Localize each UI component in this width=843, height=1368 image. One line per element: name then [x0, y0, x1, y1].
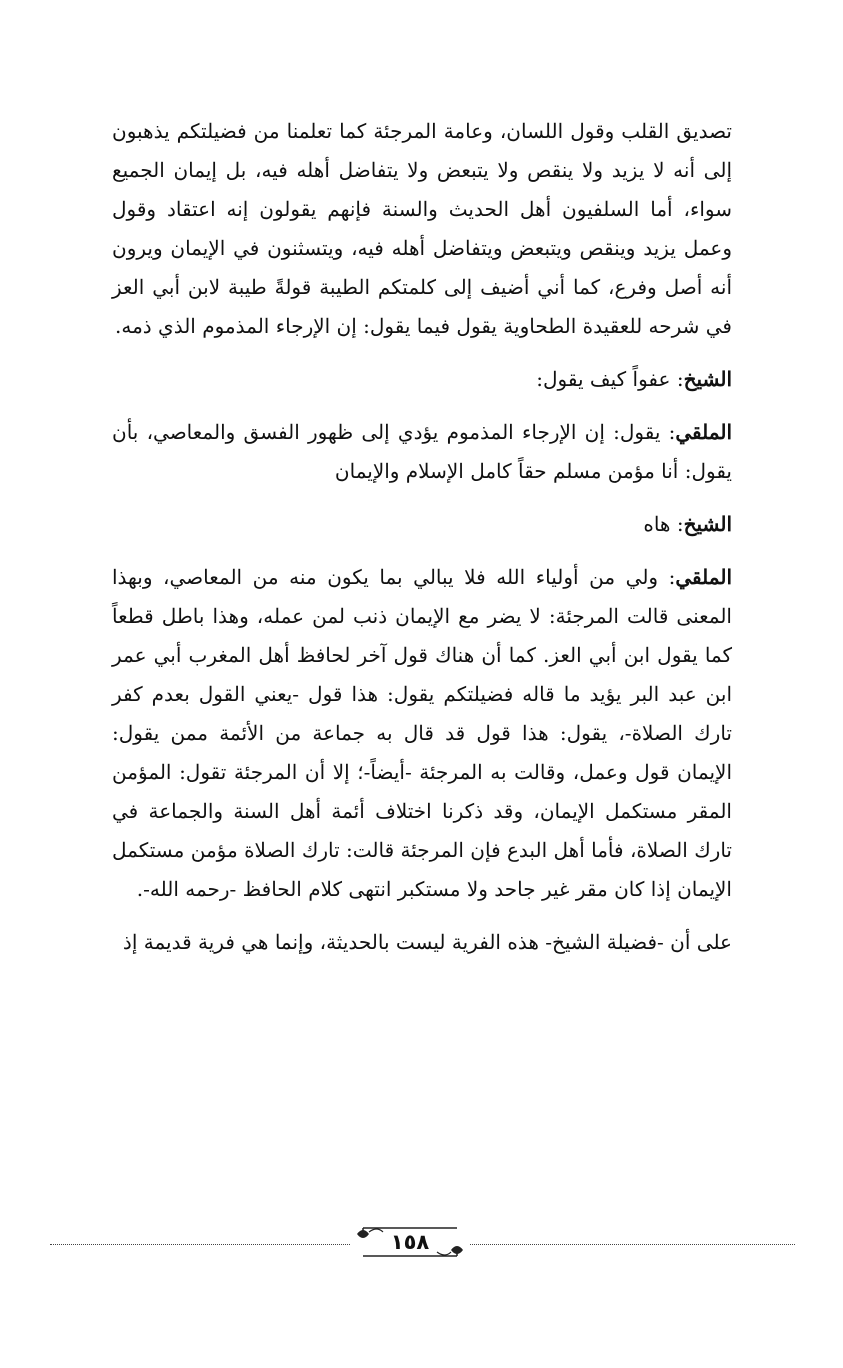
- page-number: ١٥٨: [390, 1230, 430, 1254]
- paragraph-2: [112, 360, 732, 399]
- paragraph-5: [112, 558, 732, 909]
- speaker-label: الملقي: [675, 420, 732, 444]
- paragraph-1: [112, 112, 732, 346]
- paragraph-6: [112, 923, 732, 962]
- paragraph-text: : يقول: إن الإرجاء المذموم يؤدي إلى ظهور الفسق والمعاصي، بأن يقول: أنا مؤمن مسلم حقاً كامل الإسلام والإيمان: [112, 420, 732, 483]
- paragraph-4: [112, 505, 732, 544]
- paragraph-text: تصديق القلب وقول اللسان، وعامة المرجئة كما تعلمنا من فضيلتكم يذهبون إلى أنه لا يزيد ولا ينقص ولا يتبعض ولا يتفاضل أهله فيه، بل إيمان الجميع سواء، أما السلفيون أهل الحديث والسنة فإنهم يقولون إنه اعتقاد وقول وعمل يزيد وينقص ويتبعض ويتفاضل أهله فيه، ويتسثنون في الإيمان ويرون أنه أصل وفرع، كما أني أضيف إلى كلمتكم الطيبة قولةً طيبة لابن أبي العز في شرحه للعقيدة الطحاوية يقول فيما يقول: إن الإرجاء المذموم الذي ذمه.: [112, 119, 732, 338]
- page-number-frame: [355, 1222, 465, 1262]
- speaker-label: الملقي: [675, 565, 732, 589]
- paragraph-text: : عفواً كيف يقول:: [536, 367, 684, 391]
- page-footer: [50, 1222, 795, 1266]
- paragraph-text: : ولي من أولياء الله فلا يبالي بما يكون منه من المعاصي، وبهذا المعنى قالت المرجئة: لا يضر مع الإيمان ذنب لمن عمله، وهذا باطل قطعاً كما يقول ابن أبي العز. كما أن هناك قول آخر لحافظ أهل المغرب أبي عمر ابن عبد البر يؤيد ما قاله فضيلتكم يقول: هذا قول -يعني القول بعدم كفر تارك الصلاة-، يقول: هذا قول قد قال به جماعة من الأئمة ممن يقول: الإيمان قول وعمل، وقالت به المرجئة -أيضاً-؛ إلا أن المرجئة تقول: المؤمن المقر مستكمل الإيمان، وقد ذكرنا اختلاف أئمة أهل السنة والجماعة في تارك الصلاة، فأما أهل البدع فإن المرجئة قالت: تارك الصلاة مؤمن مستكمل الإيمان إذا كان مقر غير جاحد ولا مستكبر انتهى كلام الحافظ -رحمه الله-.: [112, 565, 732, 901]
- paragraph-3: [112, 413, 732, 491]
- footer-divider-left: [50, 1244, 350, 1245]
- speaker-label: الشيخ: [683, 512, 732, 536]
- paragraph-text: على أن -فضيلة الشيخ- هذه الفرية ليست بالحديثة، وإنما هي فرية قديمة إذ: [122, 930, 732, 954]
- page-body: [112, 112, 732, 962]
- speaker-label: الشيخ: [683, 367, 732, 391]
- paragraph-text: : هاه: [643, 512, 684, 536]
- footer-divider-right: [470, 1244, 795, 1245]
